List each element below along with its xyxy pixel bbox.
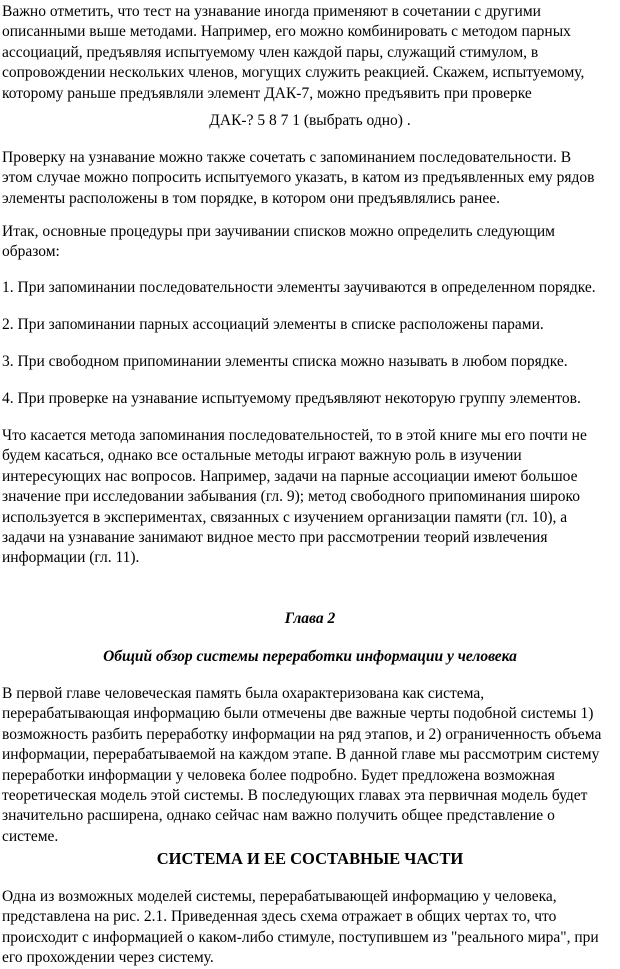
list-item xyxy=(2,278,616,298)
text-line: Проверку на узнавание можно также сочетать с запоминанием последовательности. В xyxy=(2,149,572,166)
text-line: сопровождении нескольких членов, могущих служить реакцией. Скажем, испытуемому, xyxy=(2,64,585,82)
text-line: элементы расположены в том порядке, в котором они предъявлялись ранее. xyxy=(2,189,500,207)
text-line: значительно расширена, однако сейчас нам важно получить общее представление о xyxy=(2,807,555,825)
paragraph-chapter-intro xyxy=(2,684,616,847)
text-line: переработки информации у человека более подробно. Будет предложена возможная xyxy=(2,766,555,784)
text-line: системе. xyxy=(2,827,59,845)
text-line: используется в экспериментах, связанных с изучением организации памяти (гл. 10), а xyxy=(2,508,568,526)
text-line: информации, перерабатываемой на каждом этапе. В данной главе мы рассмотрим систему xyxy=(2,746,600,764)
list-item xyxy=(2,315,616,335)
paragraph-procedures-intro xyxy=(2,222,616,263)
text-line: которому раньше предъявляли элемент ДАК-7, можно предъявить при проверке xyxy=(2,84,532,102)
list-item xyxy=(2,389,616,409)
text-line: ассоциаций, предъявляя испытуемому член каждой пары, служащий стимулом, в xyxy=(2,43,539,61)
section-heading-text: СИСТЕМА И ЕЕ СОСТАВНЫЕ ЧАСТИ xyxy=(156,849,464,868)
paragraph-recognition-combined xyxy=(2,2,616,104)
text-line: 1. При запоминании последовательности элементы заучиваются в определенном порядке. xyxy=(2,279,596,296)
example-text: ДАК-? 5 8 7 1 (выбрать одно) . xyxy=(209,112,411,129)
text-line: этом случае можно попросить испытуемого указать, в катом из предъявленных ему рядов xyxy=(2,169,595,187)
paragraph-methods-role xyxy=(2,426,616,569)
chapter-number-text: Глава 2 xyxy=(284,610,336,627)
text-line: будем касаться, однако все остальные методы играют важную роль в изучении xyxy=(2,447,522,465)
text-line: его прохождении через систему. xyxy=(2,949,214,967)
text-line: происходит с информацией о каком-либо стимуле, поступившем из "реального мира", при xyxy=(2,928,599,946)
text-line: информации (гл. 11). xyxy=(2,549,140,567)
text-line: В первой главе человеческая память была охарактеризована как система, xyxy=(2,685,485,702)
paragraph-system-model xyxy=(2,887,616,969)
text-line: значение при исследовании забывания (гл. 9); метод свободного припоминания широко xyxy=(2,488,581,506)
text-line: теоретическая модель этой системы. В последующих главах эта первичная модель будет xyxy=(2,787,588,805)
text-line: возможность разбить переработку информации на ряд этапов, и 2) ограниченность объема xyxy=(2,725,602,743)
text-line: 4. При проверке на узнавание испытуемому предъявляют некоторую группу элементов. xyxy=(2,390,581,407)
chapter-number xyxy=(0,609,620,629)
text-line: перерабатывающая информацию были отмечены две важные черты подобной системы 1) xyxy=(2,705,594,723)
text-line: описанными выше методами. Например, его можно комбинировать с методом парных xyxy=(2,23,571,41)
text-line: Важно отметить, что тест на узнавание иногда применяют в сочетании с другими xyxy=(2,3,541,20)
text-line: 3. При свободном припоминании элементы списка можно называть в любом порядке. xyxy=(2,353,568,370)
text-line: Что касается метода запоминания последовательностей, то в этой книге мы его почти не xyxy=(2,427,587,444)
section-heading xyxy=(0,849,620,869)
example-line xyxy=(0,111,620,131)
text-line: образом: xyxy=(2,243,60,261)
text-line: Итак, основные процедуры при заучивании списков можно определить следующим xyxy=(2,223,555,240)
chapter-title xyxy=(0,647,620,667)
text-line: интересующих нас вопросов. Например, задачи на парные ассоциации имеют большое xyxy=(2,467,578,485)
list-item xyxy=(2,352,616,372)
text-line: 2. При запоминании парных ассоциаций элементы в списке расположены парами. xyxy=(2,316,544,333)
chapter-title-text: Общий обзор системы переработки информации у человека xyxy=(103,648,517,665)
text-line: задачи на узнавание занимают видное место при рассмотрении теорий извлечения xyxy=(2,529,548,547)
text-line: Одна из возможных моделей системы, перерабатывающей информацию у человека, xyxy=(2,888,557,905)
text-line: представлена на рис. 2.1. Приведенная здесь схема отражает в общих чертах то, что xyxy=(2,908,557,926)
paragraph-sequence-recognition xyxy=(2,148,616,209)
